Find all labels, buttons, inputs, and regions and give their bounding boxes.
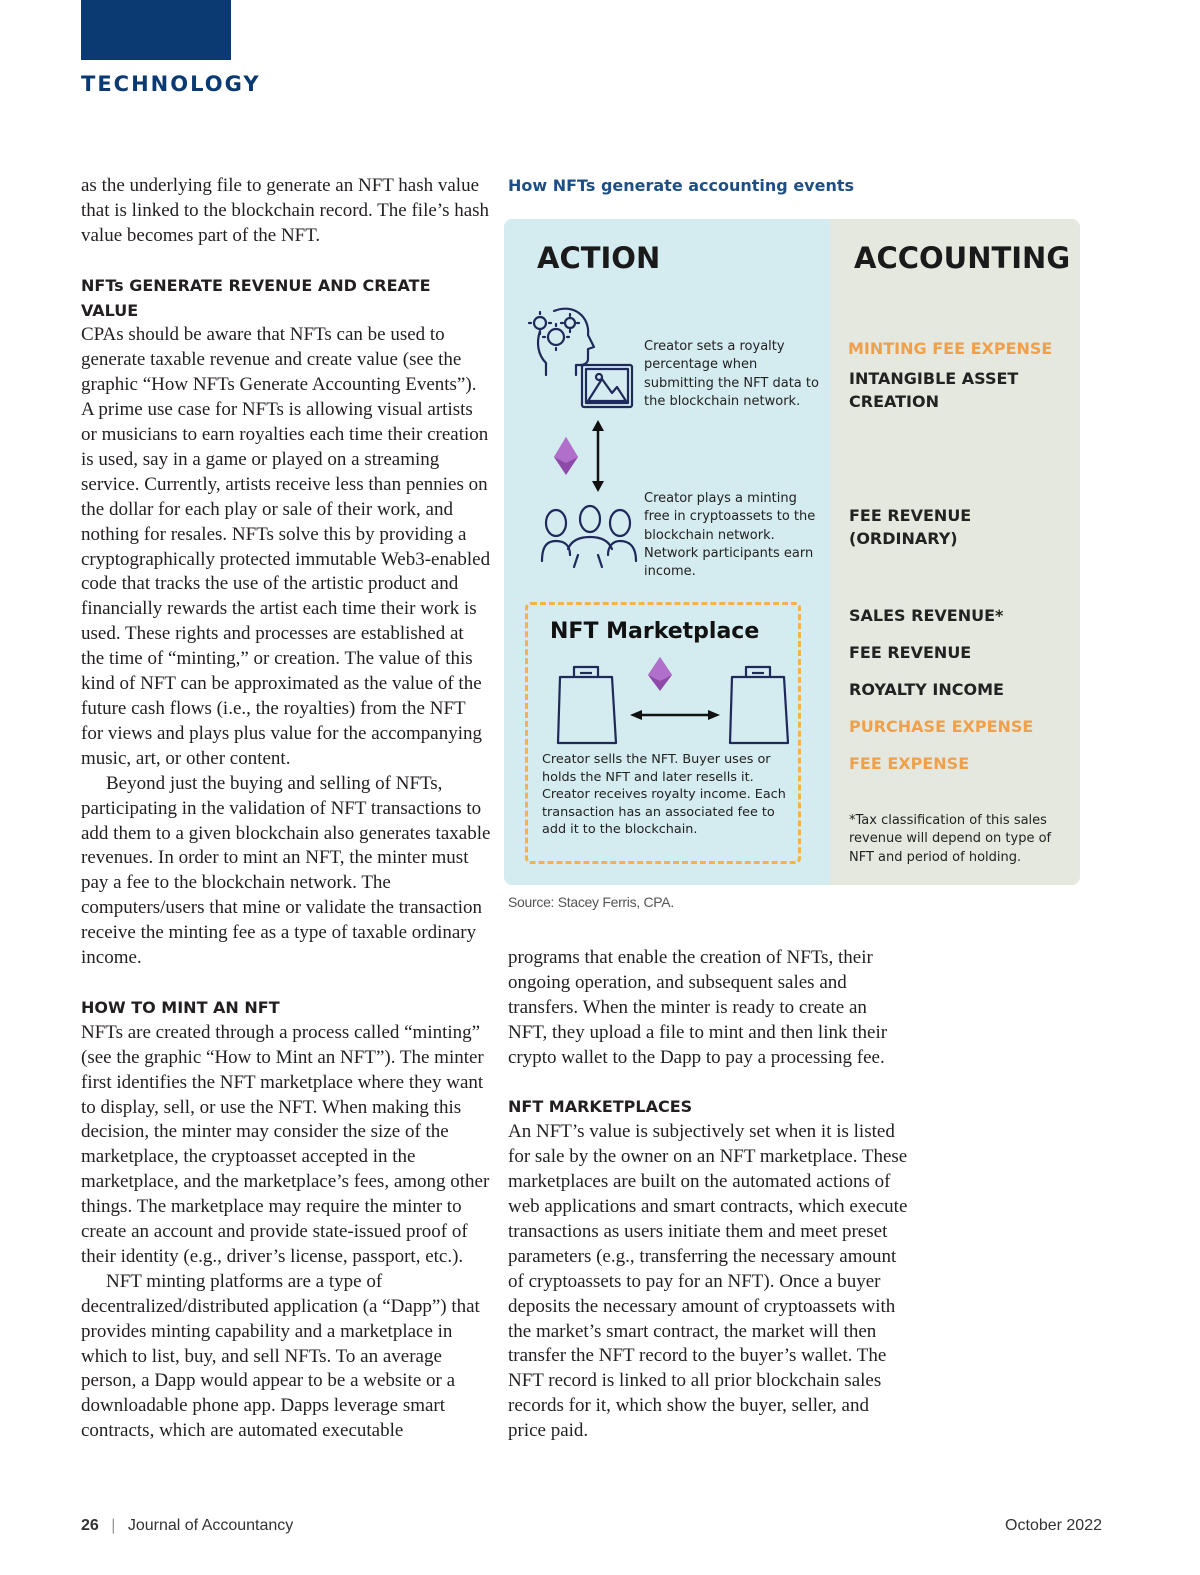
section-heading: NFTs GENERATE REVENUE AND CREATE VALUE: [81, 275, 431, 320]
page-number: 26: [81, 1517, 99, 1534]
paragraph: NFTs are created through a process called “minting” (see the graphic “How to Mint an NFT”). The minter first identifies the NFT marketplace where they want to display, sell, or use the NFT. When making this decision, the minter may consider the size of the marketplace, the cryptoasset accepted in the marketplace, and the marketplace’s fees, among other things. The marketplace may require the minter to create an account and provide state-issued proof of their identity (e.g., driver’s license, passport, etc.).: [81, 1021, 490, 1267]
step2-text: Creator plays a minting free in cryptoassets to the blockchain network. Network participants earn income.: [644, 491, 816, 580]
minting-fee-expense: MINTING FEE EXPENSE: [848, 339, 1053, 358]
marketplace-title: NFT Marketplace: [550, 619, 760, 644]
figure-source: Source: Stacey Ferris, CPA.: [508, 894, 674, 910]
accounting-panel: [830, 219, 1080, 885]
action-heading: ACTION: [537, 241, 661, 275]
paragraph: programs that enable the creation of NFTs, their ongoing operation, and subsequent sales and transfers. When the minter is ready to create an NFT, they upload a file to mint and then link their crypto wallet to the Dapp to pay a processing fee.: [508, 947, 888, 1068]
accounting-heading: ACCOUNTING: [854, 241, 1071, 275]
intangible-asset-creation: INTANGIBLE ASSET CREATION: [849, 369, 1019, 411]
page-footer: [81, 1517, 293, 1535]
step1-text: Creator sets a royalty percentage when submitting the NFT data to the blockchain network.: [644, 339, 819, 409]
marketplace-text: Creator sells the NFT. Buyer uses or holds the NFT and later resells it. Creator receives royalty income. Each transaction has an associated fee to add it to the blockchain.: [542, 752, 786, 837]
section-heading: NFT MARKETPLACES: [508, 1097, 693, 1117]
sales-revenue: SALES REVENUE*: [849, 606, 1004, 625]
figure-title: How NFTs generate accounting events: [508, 176, 855, 195]
nft-marketplace-box: [525, 602, 801, 864]
paragraph: NFT minting platforms are a type of decentralized/distributed application (a “Dapp”) that provides minting capability and a marketplace in which to list, buy, and sell NFTs. To an average person, a Dapp would appear to be a website or a downloadable phone app. Dapps leverage smart contracts, which are automated executable: [81, 1270, 480, 1442]
footer-divider: |: [111, 1517, 116, 1534]
network-participants-icon: [540, 505, 640, 567]
fee-expense: FEE EXPENSE: [849, 754, 970, 773]
tax-note: *Tax classification of this sales revenue will depend on type of NFT and period of holding.: [849, 813, 1052, 865]
fee-revenue: FEE REVENUE: [849, 643, 972, 662]
purchase-expense: PURCHASE EXPENSE: [849, 717, 1034, 736]
publication-name: Journal of Accountancy: [127, 1517, 294, 1534]
royalty-income: ROYALTY INCOME: [849, 680, 1004, 699]
accounting-events-figure: [504, 219, 1080, 885]
section-heading: HOW TO MINT AN NFT: [81, 997, 280, 1017]
section-label: TECHNOLOGY: [81, 72, 261, 96]
marketplace-exchange-icon: [550, 655, 790, 745]
eth-diamond-icon: [552, 419, 612, 493]
paragraph: An NFT’s value is subjectively set when it is listed for sale by the owner on an NFT marketplace. These marketplaces are built on the automated actions of web applications and smart contracts, which execute transactions as users initiate them and meet preset parameters (e.g., transferring the necessary amount of cryptoassets to pay for an NFT). Once a buyer deposits the necessary amount of cryptoassets with the market’s smart contract, the market will then transfer the NFT record to the buyer’s wallet. The NFT record is linked to all prior blockchain sales records for it, which show the buyer, seller, and price paid.: [508, 1121, 908, 1442]
brand-bar: [81, 0, 231, 60]
left-column: [81, 174, 491, 1444]
paragraph: CPAs should be aware that NFTs can be used to generate taxable revenue and create value (see the graphic “How NFTs Generate Accounting Events”). A prime use case for NFTs is allowing visual artists or musicians to earn royalties each time their creation is used, say in a game or played on a streaming service. Currently, artists receive less than pennies on the dollar for each play or sale of their work, and nothing for resales. NFTs solve this by providing a cryptographically protected immutable Web3-enabled code that tracks the use of the artistic product and financially rewards the artist each time their work is used. These rights and processes are established at the time of “minting,” or creation. The value of this kind of NFT can be approximated as the value of the future cash flows (i.e., the royalties) from the NFT for views and plays plus value for the accompanying music, art, or other content.: [81, 324, 491, 769]
fee-revenue-ordinary: FEE REVENUE (ORDINARY): [849, 506, 972, 548]
creator-idea-icon: [524, 303, 634, 413]
paragraph: Beyond just the buying and selling of NFTs, participating in the validation of NFT transactions to add them to a given blockchain also generates taxable revenues. In order to mint an NFT, the minter must pay a fee to the blockchain network. The computers/users that mine or validate the transaction receive the minting fee as a type of taxable ordinary income.: [81, 772, 491, 969]
action-panel: [504, 219, 830, 885]
issue-date: October 2022: [1005, 1517, 1102, 1534]
right-column: [508, 946, 908, 1444]
paragraph: as the underlying file to generate an NFT hash value that is linked to the blockchain record. The file’s hash value becomes part of the NFT.: [81, 175, 490, 246]
